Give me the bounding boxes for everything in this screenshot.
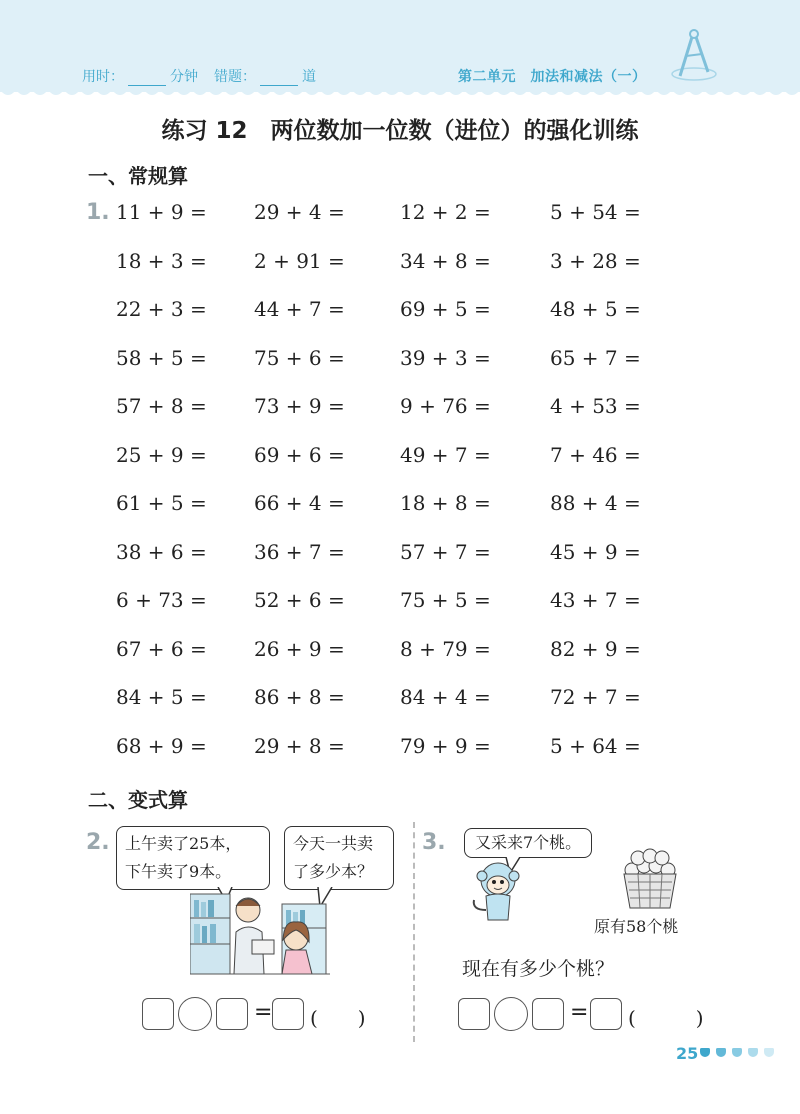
unit-parentheses[interactable]: ( ) xyxy=(310,1006,366,1030)
compass-icon xyxy=(660,26,724,86)
question-number-2: 2. xyxy=(86,830,110,855)
arithmetic-problem: 25 + 9 = xyxy=(116,443,207,467)
arithmetic-problem: 36 + 7 = xyxy=(254,540,345,564)
peach-basket-illustration xyxy=(620,848,680,910)
equals-sign: = xyxy=(254,1000,273,1025)
arithmetic-problem: 29 + 4 = xyxy=(254,200,345,224)
arithmetic-problem: 84 + 5 = xyxy=(116,685,207,709)
basket-caption: 原有58个桃 xyxy=(594,917,679,936)
arithmetic-problem: 5 + 64 = xyxy=(550,734,641,758)
arithmetic-problem: 52 + 6 = xyxy=(254,588,345,612)
section-heading-variant: 二、变式算 xyxy=(88,788,188,812)
errors-unit: 道 xyxy=(302,69,316,85)
unit-title: 第二单元 加法和减法（一） xyxy=(458,69,647,85)
arithmetic-problem: 58 + 5 = xyxy=(116,346,207,370)
speech-bubble-peaches xyxy=(464,828,592,858)
arithmetic-problem: 49 + 7 = xyxy=(400,443,491,467)
arithmetic-problem: 88 + 4 = xyxy=(550,491,641,515)
arithmetic-problem: 57 + 8 = xyxy=(116,394,207,418)
lesson-title: 练习 12 两位数加一位数（进位）的强化训练 xyxy=(161,118,639,144)
errors-blank[interactable] xyxy=(260,70,298,86)
arithmetic-problem: 29 + 8 = xyxy=(254,734,345,758)
arithmetic-problem: 57 + 7 = xyxy=(400,540,491,564)
arithmetic-problem: 6 + 73 = xyxy=(116,588,207,612)
arithmetic-problem: 3 + 28 = xyxy=(550,249,641,273)
time-label: 用时： xyxy=(82,69,124,85)
speech-bubble-sales xyxy=(116,826,270,890)
bubble-line: 今天一共卖 xyxy=(293,834,374,853)
answer-box[interactable] xyxy=(590,998,622,1030)
arithmetic-problem: 69 + 6 = xyxy=(254,443,345,467)
arithmetic-problem: 45 + 9 = xyxy=(550,540,641,564)
arithmetic-problem: 34 + 8 = xyxy=(400,249,491,273)
arithmetic-problem: 66 + 4 = xyxy=(254,491,345,515)
arithmetic-problem: 18 + 3 = xyxy=(116,249,207,273)
operator-circle[interactable] xyxy=(178,997,212,1031)
arithmetic-problem: 72 + 7 = xyxy=(550,685,641,709)
operator-circle[interactable] xyxy=(494,997,528,1031)
page-number: 25 xyxy=(676,1044,699,1063)
arithmetic-problem: 26 + 9 = xyxy=(254,637,345,661)
arithmetic-problem: 12 + 2 = xyxy=(400,200,491,224)
arithmetic-problem: 4 + 53 = xyxy=(550,394,641,418)
question-number-1: 1. xyxy=(86,200,110,225)
arithmetic-problem: 75 + 5 = xyxy=(400,588,491,612)
arithmetic-problem: 69 + 5 = xyxy=(400,297,491,321)
answer-box[interactable] xyxy=(142,998,174,1030)
answer-box[interactable] xyxy=(216,998,248,1030)
bubble-line: 又采来7个桃。 xyxy=(475,833,582,852)
arithmetic-problem: 86 + 8 = xyxy=(254,685,345,709)
arithmetic-problem: 82 + 9 = xyxy=(550,637,641,661)
arithmetic-problem: 67 + 6 = xyxy=(116,637,207,661)
arithmetic-problem: 2 + 91 = xyxy=(254,249,345,273)
arithmetic-problem: 38 + 6 = xyxy=(116,540,207,564)
arithmetic-problem: 61 + 5 = xyxy=(116,491,207,515)
arithmetic-problem: 84 + 4 = xyxy=(400,685,491,709)
time-blank[interactable] xyxy=(128,70,166,86)
bubble-line: 下午卖了9本。 xyxy=(125,862,232,881)
arithmetic-problem: 11 + 9 = xyxy=(116,200,207,224)
arithmetic-problem: 39 + 3 = xyxy=(400,346,491,370)
time-unit: 分钟 xyxy=(170,69,198,85)
arithmetic-problem: 75 + 6 = xyxy=(254,346,345,370)
answer-box[interactable] xyxy=(272,998,304,1030)
question-number-3: 3. xyxy=(422,830,446,855)
arithmetic-problem: 18 + 8 = xyxy=(400,491,491,515)
header-meta xyxy=(82,66,316,86)
bubble-line: 了多少本？ xyxy=(293,862,374,881)
arithmetic-problem: 5 + 54 = xyxy=(550,200,641,224)
errors-label: 错题： xyxy=(214,69,256,85)
arithmetic-problem: 7 + 46 = xyxy=(550,443,641,467)
bookstore-illustration xyxy=(190,888,330,976)
arithmetic-problem: 43 + 7 = xyxy=(550,588,641,612)
answer-box[interactable] xyxy=(458,998,490,1030)
answer-box[interactable] xyxy=(532,998,564,1030)
header-scallop-border xyxy=(0,86,800,100)
arithmetic-problem: 65 + 7 = xyxy=(550,346,641,370)
column-divider xyxy=(413,822,415,1042)
arithmetic-problem: 68 + 9 = xyxy=(116,734,207,758)
unit-parentheses[interactable]: ( ) xyxy=(628,1006,704,1030)
page-decoration xyxy=(700,1048,774,1057)
arithmetic-problem: 73 + 9 = xyxy=(254,394,345,418)
monkey-illustration xyxy=(468,860,532,922)
arithmetic-problem: 9 + 76 = xyxy=(400,394,491,418)
equals-sign: = xyxy=(570,1000,589,1025)
speech-bubble-question xyxy=(284,826,394,890)
arithmetic-problem: 48 + 5 = xyxy=(550,297,641,321)
arithmetic-problem: 79 + 9 = xyxy=(400,734,491,758)
question-text: 现在有多少个桃？ xyxy=(462,958,615,980)
arithmetic-problem: 44 + 7 = xyxy=(254,297,345,321)
section-heading-regular: 一、常规算 xyxy=(88,164,188,188)
arithmetic-problem: 22 + 3 = xyxy=(116,297,207,321)
bubble-line: 上午卖了25本， xyxy=(125,834,242,853)
arithmetic-problem: 8 + 79 = xyxy=(400,637,491,661)
